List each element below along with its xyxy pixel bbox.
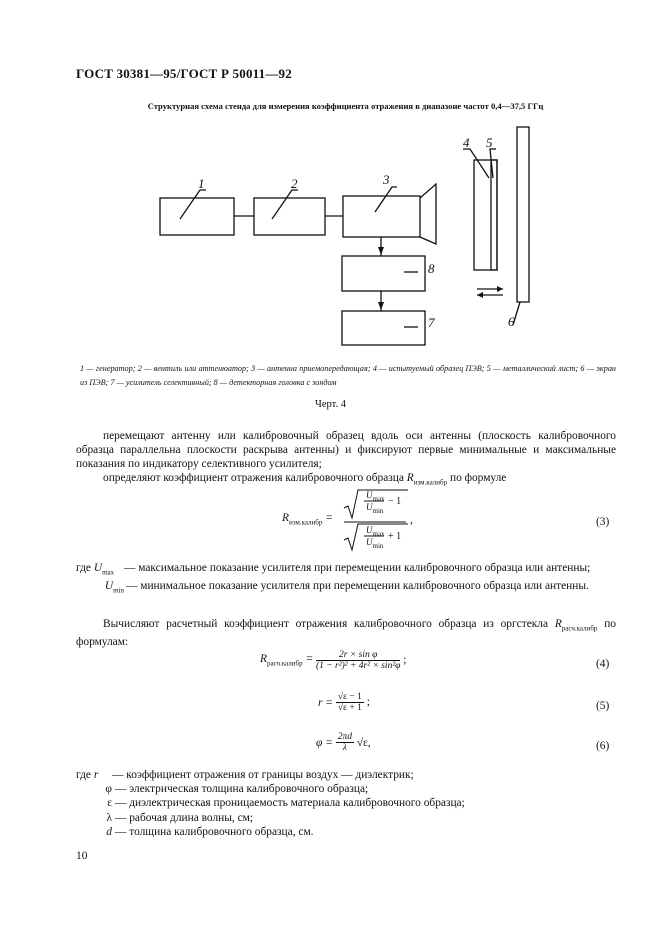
block-generator (160, 198, 234, 235)
paragraph-1: перемещают антенну или калибровочный образец вдоль оси антенны (плоскость калибровочного образца параллельна плоскости раскрыва антенны) и фиксируют первые минимальные и максимальные показания по индикатору селективного усилителя; (76, 430, 616, 471)
block-diagram (0, 0, 661, 360)
document-header: ГОСТ 30381—95/ГОСТ Р 50011—92 (76, 66, 292, 81)
label-7: 7 (428, 315, 435, 330)
metal-sheet (491, 160, 497, 270)
screen-pev (517, 127, 529, 302)
label-3: 3 (383, 172, 390, 187)
paragraph-2: определяют коэффициент отражения калибровочного образца $R_{изм.калибр}$ по формуле (103, 472, 507, 487)
label-4: 4 (463, 135, 470, 150)
figure-caption: 1 — генератор; 2 — вентиль или аттенюатор; 3 — антенна приемопередающая; 4 — испытуемый образец ПЭВ; 5 — металлический лист; 6 — экран из ПЭВ; 7 — усилитель селективный; 8 — детекторная головка с зондом (80, 364, 616, 387)
equation-4: $R_{расч.калибр}$ = $\frac{\text{2r × sin φ}}{\text{(1 − r²)² + 4r² × sin²φ}}$ ; (260, 650, 407, 671)
block-attenuator (254, 198, 325, 235)
equation-4-number: (4) (596, 658, 610, 670)
label-1: 1 (198, 176, 205, 191)
label-8: 8 (428, 261, 435, 276)
where-list-1: где $U_{max}$ — максимальное показание усилителя при перемещении калибровочного образца или антенны; $U_{min}$ — минимальное показание усилителя при перемещении калибровочного образца или антенны. (76, 562, 591, 595)
label-6: 6 (508, 314, 515, 329)
page-number: 10 (76, 850, 88, 862)
label-5: 5 (486, 135, 493, 150)
equation-3: $R_{изм.калибр}$ = $U_{max}$ $U_{min}$ − 1 $U_{max}$ $U_{min}$ + 1 , (282, 488, 582, 550)
label-2: 2 (291, 176, 298, 191)
equation-6-number: (6) (596, 740, 610, 752)
antenna-horn (420, 184, 436, 244)
paragraph-3: Вычисляют расчетный коэффициент отражения калибровочного образца из оргстекла $R_{расч.калибр}$ по формулам: (76, 618, 616, 649)
sample-pev (474, 160, 497, 270)
where-list-2: где r — коэффициент отражения от границы воздух — диэлектрик; φ — электрическая толщина калибровочного образца; ε — диэлектрическая проницаемость материала калибровочного образца; λ — рабочая длина волны, см; d — толщина калибровочного образца, см. (76, 769, 465, 838)
block-amplifier (342, 311, 425, 345)
figure-title: Структурная схема стенда для измерения коэффициента отражения в диапазоне частот 0,4—37,5 ГГц (147, 101, 544, 111)
equation-5: r = $\frac{√\varepsilon - 1}{√\varepsilon + 1}$ ; (318, 692, 370, 713)
equation-5-number: (5) (596, 700, 610, 712)
block-detector-head (342, 256, 425, 291)
equation-3-number: (3) (596, 516, 610, 528)
equation-6: φ = $\frac{2\pi d}{\lambda}$ √ε, (316, 732, 371, 753)
figure-label: Черт. 4 (315, 399, 346, 410)
